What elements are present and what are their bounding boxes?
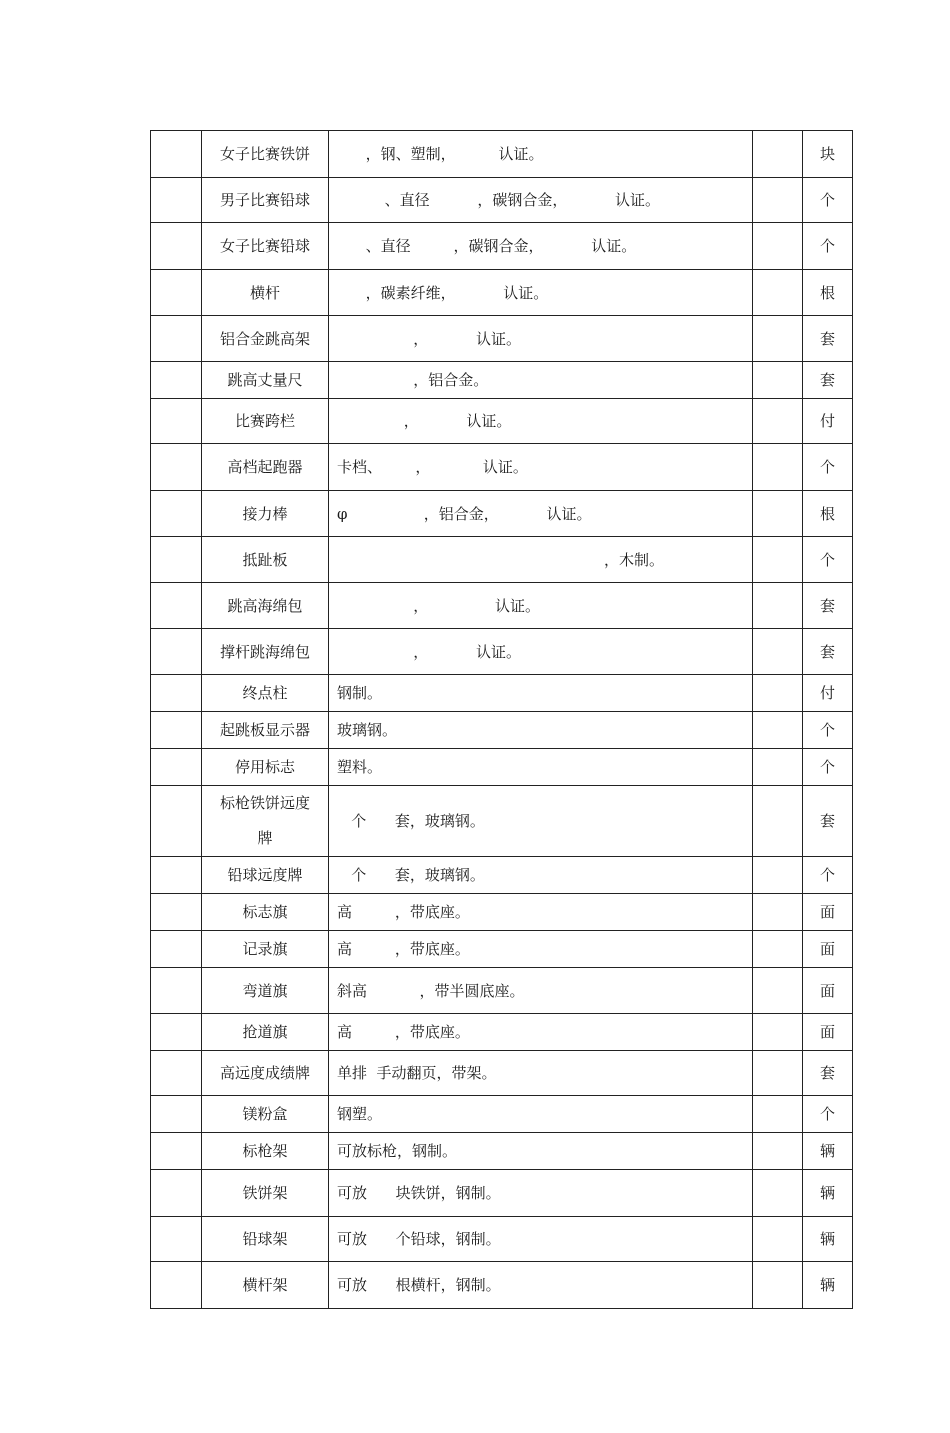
item-spec-cell: 卡档、 ， 认证。 <box>329 444 753 491</box>
quantity-cell <box>753 223 803 270</box>
item-spec-cell: 可放 个铅球，钢制。 <box>329 1217 753 1262</box>
item-name-cell <box>202 786 329 857</box>
unit-cell: 个 <box>803 223 853 270</box>
table-row <box>151 931 853 968</box>
table-row <box>151 583 853 629</box>
unit-cell: 个 <box>803 1096 853 1133</box>
table-row <box>151 399 853 444</box>
table-row <box>151 223 853 270</box>
unit-cell: 个 <box>803 749 853 786</box>
item-name-cell: 抵趾板 <box>202 537 329 583</box>
quantity-cell <box>753 178 803 223</box>
item-name-cell: 跳高海绵包 <box>202 583 329 629</box>
index-cell <box>151 491 202 537</box>
item-name-cell: 铝合金跳高架 <box>202 316 329 362</box>
unit-cell: 辆 <box>803 1217 853 1262</box>
index-cell <box>151 583 202 629</box>
table-row <box>151 857 853 894</box>
table-row <box>151 1262 853 1309</box>
index-cell <box>151 316 202 362</box>
index-cell <box>151 131 202 178</box>
index-cell <box>151 178 202 223</box>
unit-cell: 个 <box>803 712 853 749</box>
index-cell <box>151 749 202 786</box>
item-name-cell: 起跳板显示器 <box>202 712 329 749</box>
unit-cell: 根 <box>803 491 853 537</box>
item-spec-cell: ， 认证。 <box>329 583 753 629</box>
index-cell <box>151 712 202 749</box>
item-name-cell: 镁粉盒 <box>202 1096 329 1133</box>
item-name-cell: 铁饼架 <box>202 1170 329 1217</box>
unit-cell: 套 <box>803 583 853 629</box>
table-row <box>151 675 853 712</box>
unit-cell: 辆 <box>803 1262 853 1309</box>
quantity-cell <box>753 131 803 178</box>
index-cell <box>151 1051 202 1096</box>
unit-cell: 个 <box>803 537 853 583</box>
item-spec-cell: φ ，铝合金， 认证。 <box>329 491 753 537</box>
table-row <box>151 1096 853 1133</box>
quantity-cell <box>753 1262 803 1309</box>
index-cell <box>151 270 202 316</box>
unit-cell: 套 <box>803 629 853 675</box>
quantity-cell <box>753 270 803 316</box>
table-row <box>151 894 853 931</box>
item-name-line: 牌 <box>257 829 273 847</box>
item-spec-cell: ，碳素纤维， 认证。 <box>329 270 753 316</box>
item-name-cell: 男子比赛铅球 <box>202 178 329 223</box>
index-cell <box>151 786 202 857</box>
item-name-cell: 停用标志 <box>202 749 329 786</box>
index-cell <box>151 1170 202 1217</box>
item-name-cell: 横杆架 <box>202 1262 329 1309</box>
item-spec-cell: 个 套，玻璃钢。 <box>329 786 753 857</box>
index-cell <box>151 1133 202 1170</box>
unit-cell: 块 <box>803 131 853 178</box>
quantity-cell <box>753 894 803 931</box>
item-name-cell: 女子比赛铅球 <box>202 223 329 270</box>
quantity-cell <box>753 537 803 583</box>
unit-cell: 面 <box>803 1014 853 1051</box>
quantity-cell <box>753 931 803 968</box>
item-spec-cell: 塑料。 <box>329 749 753 786</box>
quantity-cell <box>753 583 803 629</box>
quantity-cell <box>753 968 803 1014</box>
item-spec-cell: 个 套，玻璃钢。 <box>329 857 753 894</box>
unit-cell: 付 <box>803 399 853 444</box>
quantity-cell <box>753 675 803 712</box>
item-name-cell: 撑杆跳海绵包 <box>202 629 329 675</box>
equipment-table <box>150 130 853 1309</box>
item-name-cell: 抢道旗 <box>202 1014 329 1051</box>
item-spec-cell: 、直径 ，碳钢合金， 认证。 <box>329 223 753 270</box>
item-spec-cell: 钢制。 <box>329 675 753 712</box>
unit-cell: 套 <box>803 316 853 362</box>
table-row <box>151 444 853 491</box>
item-spec-cell: 高 ，带底座。 <box>329 894 753 931</box>
index-cell <box>151 1262 202 1309</box>
table-row <box>151 968 853 1014</box>
quantity-cell <box>753 1014 803 1051</box>
unit-cell: 套 <box>803 362 853 399</box>
quantity-cell <box>753 629 803 675</box>
index-cell <box>151 362 202 399</box>
table-row <box>151 131 853 178</box>
unit-cell: 根 <box>803 270 853 316</box>
unit-cell: 套 <box>803 786 853 857</box>
quantity-cell <box>753 399 803 444</box>
item-name-cell: 标枪架 <box>202 1133 329 1170</box>
item-name-cell: 标志旗 <box>202 894 329 931</box>
item-spec-cell: ， 认证。 <box>329 316 753 362</box>
table-row <box>151 786 853 857</box>
unit-cell: 辆 <box>803 1170 853 1217</box>
item-name-line: 标枪铁饼远度 <box>219 794 310 812</box>
item-spec-cell: ，钢、塑制， 认证。 <box>329 131 753 178</box>
unit-cell: 个 <box>803 444 853 491</box>
item-spec-cell: 斜高 ，带半圆底座。 <box>329 968 753 1014</box>
item-name-cell: 记录旗 <box>202 931 329 968</box>
unit-cell: 付 <box>803 675 853 712</box>
item-name-cell: 比赛跨栏 <box>202 399 329 444</box>
table-row <box>151 1014 853 1051</box>
unit-cell: 个 <box>803 178 853 223</box>
quantity-cell <box>753 1051 803 1096</box>
quantity-cell <box>753 712 803 749</box>
table-row <box>151 749 853 786</box>
item-spec-cell: 可放标枪，钢制。 <box>329 1133 753 1170</box>
item-name-cell: 高档起跑器 <box>202 444 329 491</box>
table-row <box>151 629 853 675</box>
quantity-cell <box>753 857 803 894</box>
item-spec-cell: 单排 手动翻页，带架。 <box>329 1051 753 1096</box>
item-name-cell: 弯道旗 <box>202 968 329 1014</box>
item-name-cell: 终点柱 <box>202 675 329 712</box>
table-row <box>151 537 853 583</box>
item-name-cell: 铅球架 <box>202 1217 329 1262</box>
index-cell <box>151 931 202 968</box>
index-cell <box>151 444 202 491</box>
item-spec-cell: 、直径 ，碳钢合金， 认证。 <box>329 178 753 223</box>
item-spec-cell: ，木制。 <box>329 537 753 583</box>
item-spec-cell: ， 认证。 <box>329 399 753 444</box>
item-name-cell: 铅球远度牌 <box>202 857 329 894</box>
table-row <box>151 1051 853 1096</box>
table-row <box>151 1217 853 1262</box>
index-cell <box>151 629 202 675</box>
quantity-cell <box>753 362 803 399</box>
index-cell <box>151 675 202 712</box>
item-spec-cell: 钢塑。 <box>329 1096 753 1133</box>
unit-cell: 辆 <box>803 1133 853 1170</box>
table-row <box>151 362 853 399</box>
item-name-cell: 女子比赛铁饼 <box>202 131 329 178</box>
table-row <box>151 491 853 537</box>
table-row <box>151 1133 853 1170</box>
quantity-cell <box>753 1096 803 1133</box>
item-spec-cell: ， 认证。 <box>329 629 753 675</box>
index-cell <box>151 223 202 270</box>
index-cell <box>151 1217 202 1262</box>
item-spec-cell: 高 ，带底座。 <box>329 1014 753 1051</box>
item-name-cell: 跳高丈量尺 <box>202 362 329 399</box>
table-row <box>151 1170 853 1217</box>
quantity-cell <box>753 749 803 786</box>
table-row <box>151 270 853 316</box>
index-cell <box>151 1014 202 1051</box>
item-spec-cell: ，铝合金。 <box>329 362 753 399</box>
table-body <box>151 131 853 1309</box>
item-spec-cell: 可放 根横杆，钢制。 <box>329 1262 753 1309</box>
quantity-cell <box>753 1217 803 1262</box>
table-row <box>151 178 853 223</box>
index-cell <box>151 968 202 1014</box>
unit-cell: 面 <box>803 894 853 931</box>
unit-cell: 个 <box>803 857 853 894</box>
unit-cell: 面 <box>803 968 853 1014</box>
table-row <box>151 316 853 362</box>
item-spec-cell: 可放 块铁饼，钢制。 <box>329 1170 753 1217</box>
item-spec-cell: 玻璃钢。 <box>329 712 753 749</box>
quantity-cell <box>753 786 803 857</box>
item-name-cell: 接力棒 <box>202 491 329 537</box>
index-cell <box>151 537 202 583</box>
item-name-cell: 高远度成绩牌 <box>202 1051 329 1096</box>
quantity-cell <box>753 1170 803 1217</box>
quantity-cell <box>753 1133 803 1170</box>
unit-cell: 套 <box>803 1051 853 1096</box>
index-cell <box>151 894 202 931</box>
quantity-cell <box>753 444 803 491</box>
quantity-cell <box>753 491 803 537</box>
quantity-cell <box>753 316 803 362</box>
item-name-cell: 横杆 <box>202 270 329 316</box>
index-cell <box>151 399 202 444</box>
item-spec-cell: 高 ，带底座。 <box>329 931 753 968</box>
index-cell <box>151 1096 202 1133</box>
table-row <box>151 712 853 749</box>
unit-cell: 面 <box>803 931 853 968</box>
index-cell <box>151 857 202 894</box>
